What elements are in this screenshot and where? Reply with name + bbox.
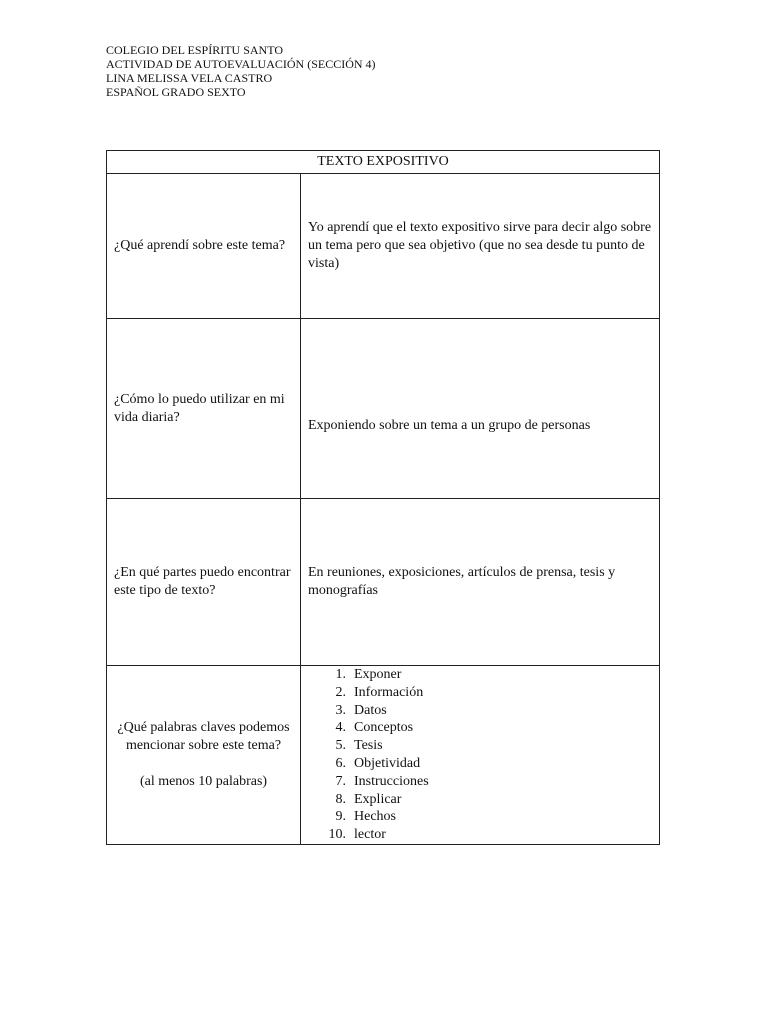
table-row bbox=[107, 319, 660, 499]
activity-title: ACTIVIDAD DE AUTOEVALUACIÓN (SECCIÓN 4) bbox=[106, 57, 376, 71]
table-row bbox=[107, 666, 660, 845]
keywords-cell bbox=[301, 666, 660, 845]
list-item: 1. Exponer bbox=[335, 667, 402, 682]
table-row bbox=[107, 174, 660, 319]
table-title: TEXTO EXPOSITIVO bbox=[107, 151, 660, 174]
list-item: 8. Explicar bbox=[335, 791, 402, 807]
subject-grade: ESPAÑOL GRADO SEXTO bbox=[106, 85, 246, 99]
list-item: 4. Conceptos bbox=[335, 720, 414, 736]
question-cell: ¿Cómo lo puedo utilizar en mi vida diaria? bbox=[107, 319, 301, 499]
document-header bbox=[106, 43, 376, 99]
answer-cell: Exponiendo sobre un tema a un grupo de personas bbox=[301, 319, 660, 499]
school-name: COLEGIO DEL ESPÍRITU SANTO bbox=[106, 43, 283, 57]
keywords-question: ¿Qué palabras claves podemos mencionar sobre este tema? bbox=[117, 719, 290, 753]
question-cell: ¿En qué partes puedo encontrar este tipo de texto? bbox=[107, 499, 301, 666]
list-item: 9. Hechos bbox=[335, 809, 396, 825]
self-evaluation-table bbox=[106, 150, 660, 845]
table-row bbox=[107, 499, 660, 666]
keywords-note: (al menos 10 palabras) bbox=[139, 773, 268, 789]
list-item: 7. Instrucciones bbox=[335, 773, 429, 789]
keywords-list bbox=[308, 666, 652, 844]
list-item: 3. Datos bbox=[335, 702, 387, 718]
list-item: 6. Objetividad bbox=[335, 755, 421, 771]
question-cell: ¿Qué aprendí sobre este tema? bbox=[107, 174, 301, 319]
table-title-row bbox=[107, 151, 660, 174]
student-name: LINA MELISSA VELA CASTRO bbox=[106, 71, 273, 85]
list-item: 2. Información bbox=[335, 684, 424, 700]
list-item: 10. lector bbox=[328, 827, 386, 843]
answer-cell: Yo aprendí que el texto expositivo sirve para decir algo sobre un tema pero que sea objetivo (que no sea desde tu punto de vista) bbox=[301, 174, 660, 319]
list-item: 5. Tesis bbox=[335, 738, 383, 754]
answer-cell: En reuniones, exposiciones, artículos de prensa, tesis y monografías bbox=[301, 499, 660, 666]
keywords-question-cell bbox=[107, 666, 301, 845]
